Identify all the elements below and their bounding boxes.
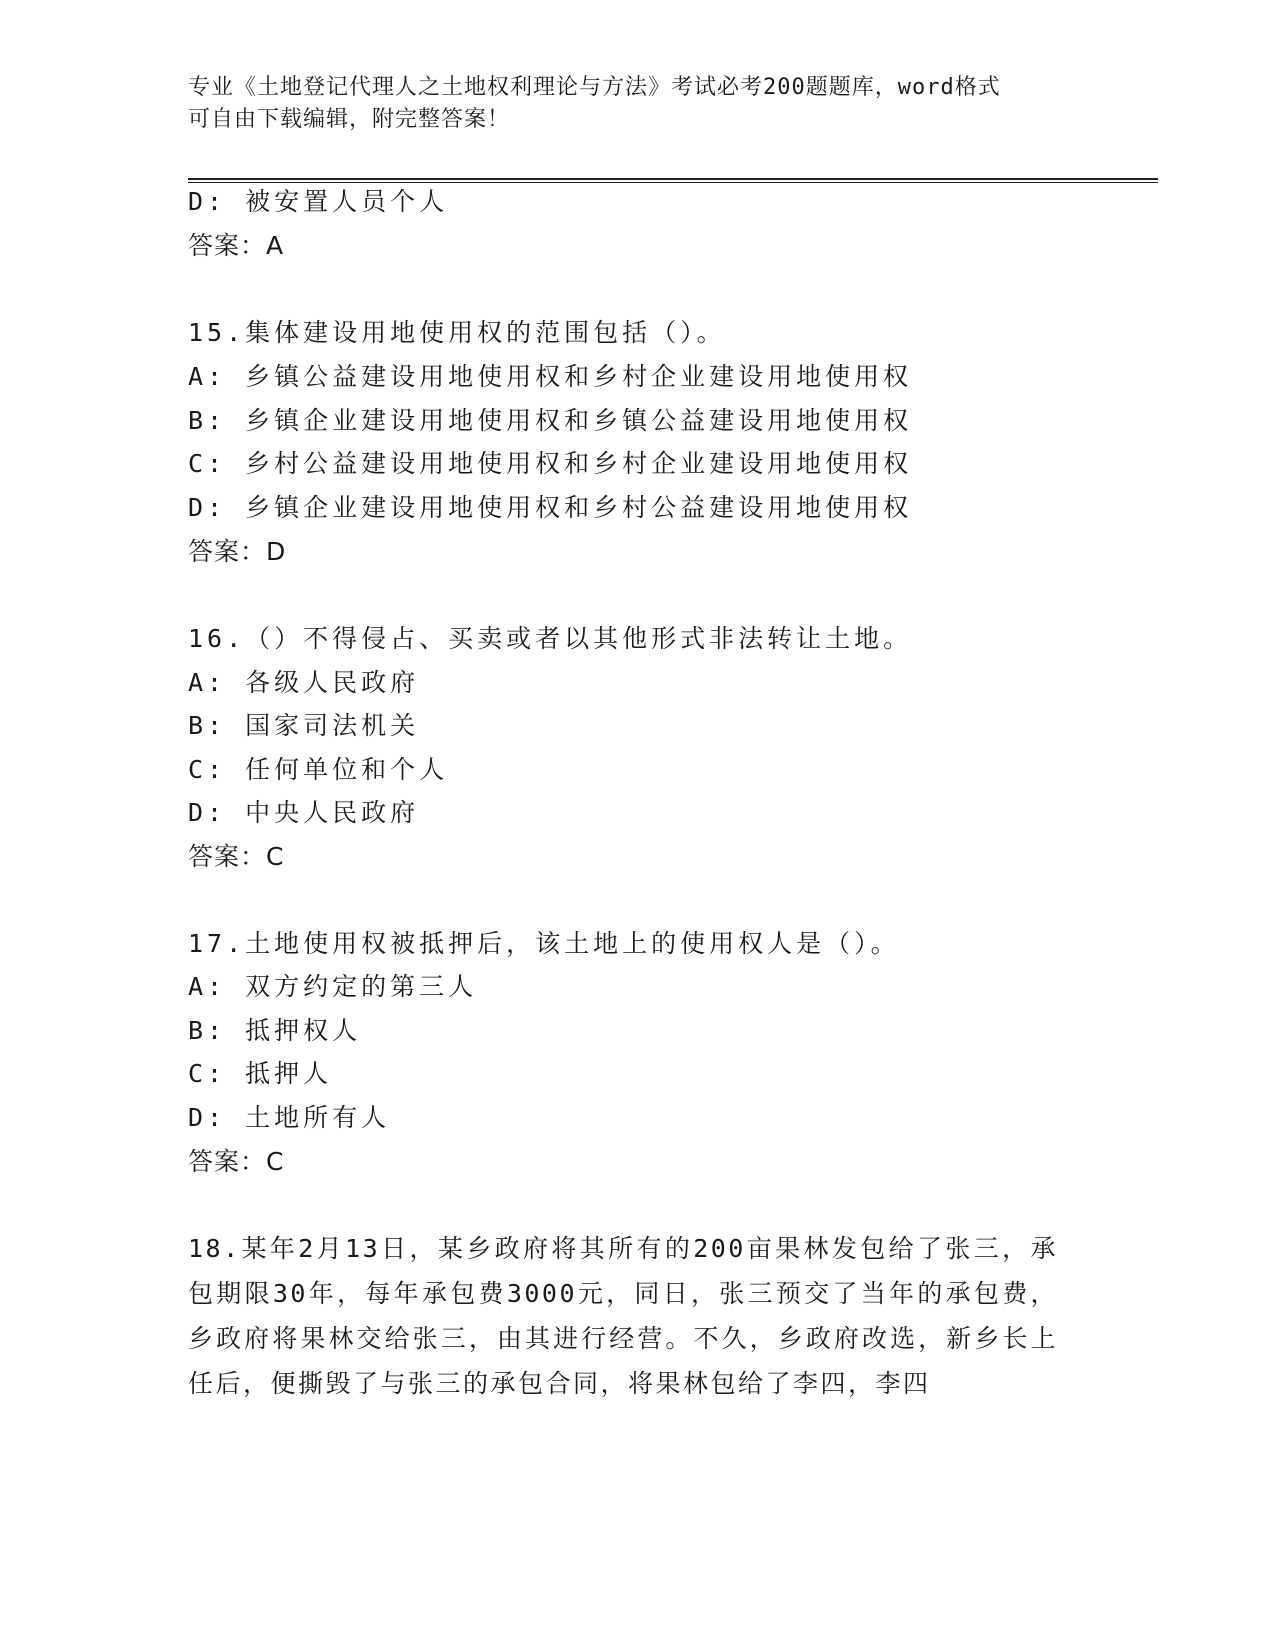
q16-answer: 答案：C [188,842,285,871]
header-title-line-2: 可自由下载编辑，附完整答案！ [188,107,511,132]
header-divider [188,178,1158,183]
q17-answer: 答案：C [188,1147,285,1176]
q15-answer: 答案：D [188,537,287,566]
q16-option-c: C: 任何单位和个人 [188,755,449,784]
q15-stem: 15.集体建设用地使用权的范围包括（）。 [188,318,726,347]
header-title-line-1: 专业《土地登记代理人之土地权利理论与方法》考试必考200题题库，word格式 [188,75,1001,100]
q14-answer: 答案：A [188,231,285,260]
q16-stem: 16.（）不得侵占、买卖或者以其他形式非法转让土地。 [188,624,913,653]
page-header [188,72,1068,136]
q15-option-a: A: 乡镇公益建设用地使用权和乡村企业建设用地使用权 [188,362,913,391]
q18-stem: 18.某年2月13日，某乡政府将其所有的200亩果林发包给了张三，承包期限30年，每年承包费3000元，同日，张三预交了当年的承包费，乡政府将果林交给张三，由其进行经营。不久，乡政府改选，新乡长上任后，便撕毁了与张三的承包合同，将果林包给了李四，李四 [188,1234,1058,1398]
q14-option-d: D: 被安置人员个人 [188,187,449,216]
q17-option-c: C: 抵押人 [188,1059,333,1088]
q17-option-a: A: 双方约定的第三人 [188,972,478,1001]
q16-option-a: A: 各级人民政府 [188,668,420,697]
q17-option-b: B: 抵押权人 [188,1016,362,1045]
q16-option-d: D: 中央人民政府 [188,798,420,827]
q16-option-b: B: 国家司法机关 [188,711,420,740]
q17-option-d: D: 土地所有人 [188,1103,391,1132]
q15-option-d: D: 乡镇企业建设用地使用权和乡村公益建设用地使用权 [188,493,913,522]
q15-option-c: C: 乡村公益建设用地使用权和乡村企业建设用地使用权 [188,449,913,478]
q15-option-b: B: 乡镇企业建设用地使用权和乡镇公益建设用地使用权 [188,406,913,435]
q17-stem: 17.土地使用权被抵押后，该土地上的使用权人是（）。 [188,929,900,958]
